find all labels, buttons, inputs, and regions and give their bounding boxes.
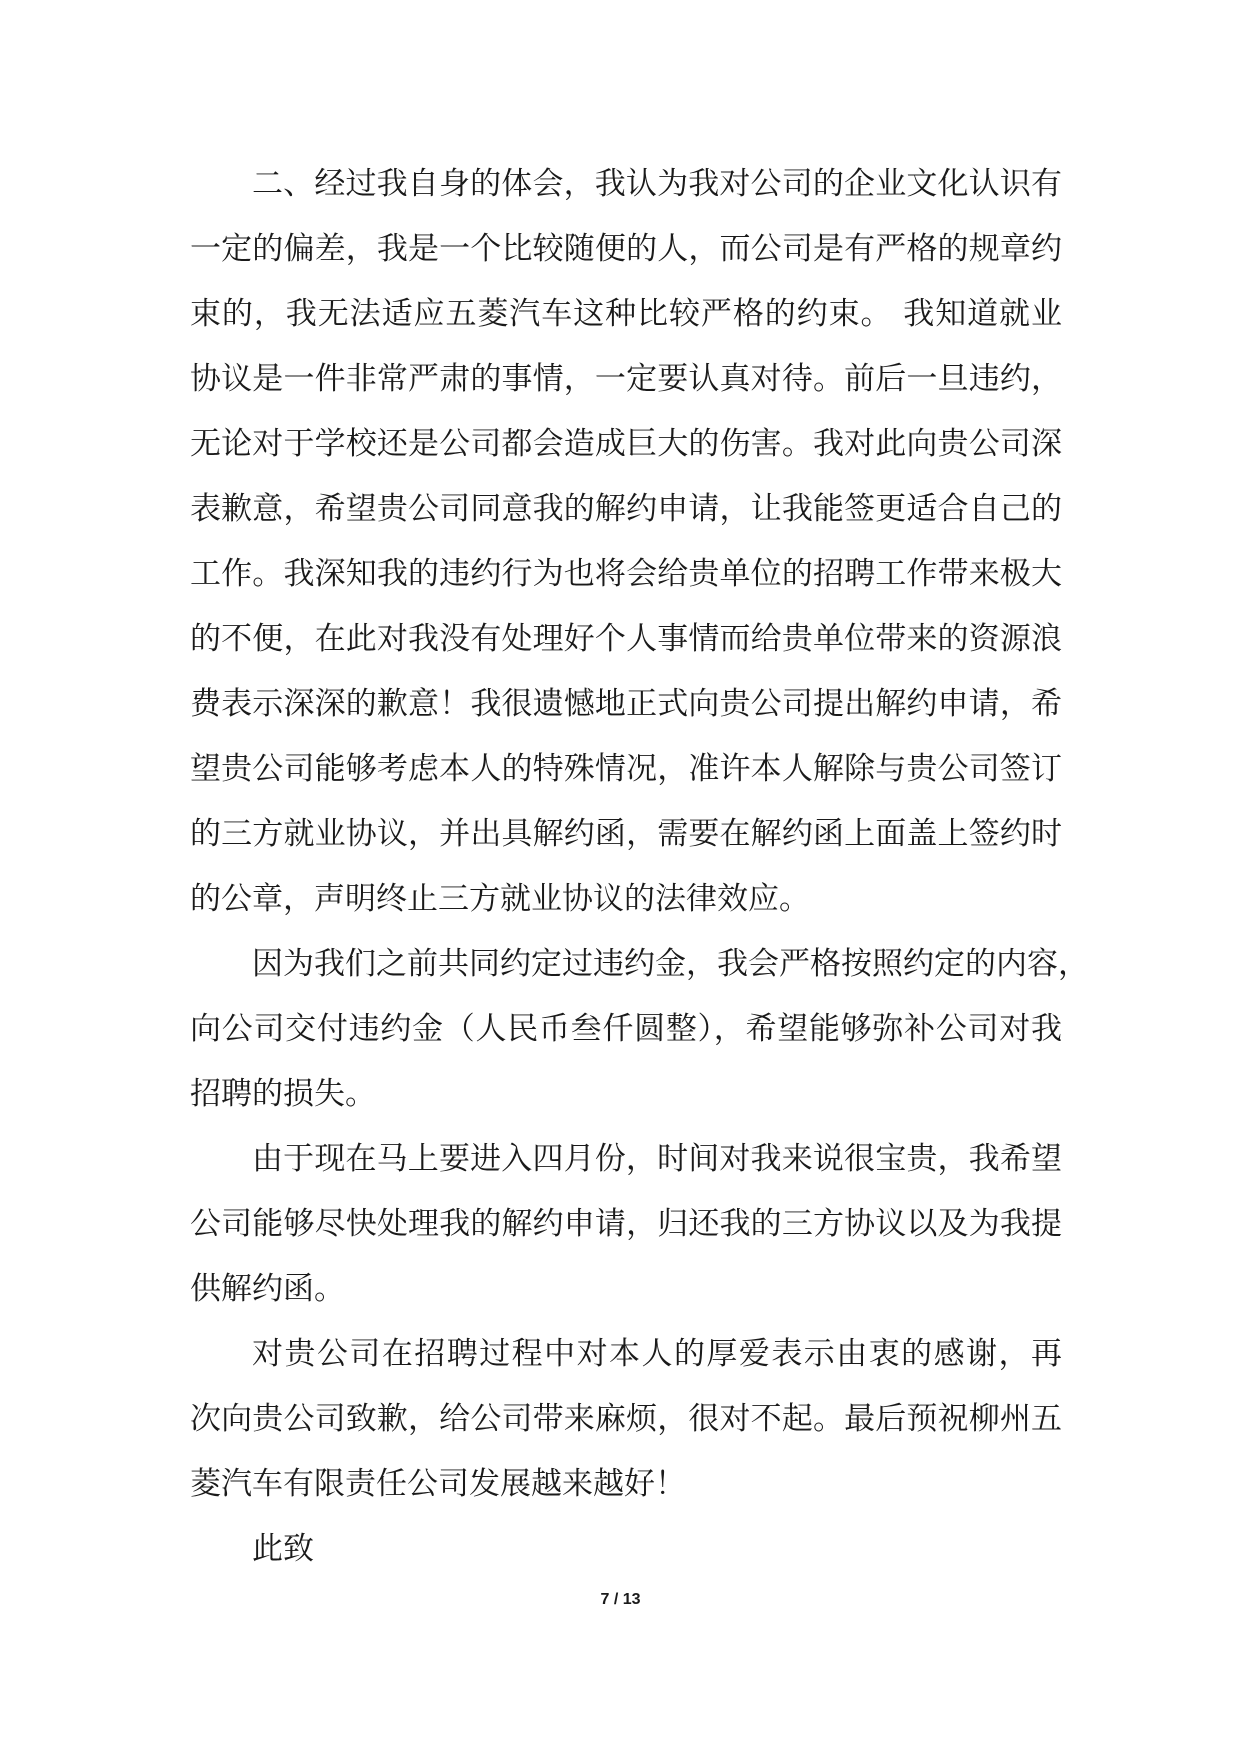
paragraph-line: 无论对于学校还是公司都会造成巨大的伤害。我对此向贵公司深 xyxy=(190,426,1062,462)
paragraph-line: 费表示深深的歉意！我很遗憾地正式向贵公司提出解约申请，希 xyxy=(190,686,1062,722)
paragraph-line: 协议是一件非常严肃的事情，一定要认真对待。前后一旦违约， xyxy=(190,361,1062,397)
paragraph-line: 束的，我无法适应五菱汽车这种比较严格的约束。 我知道就业 xyxy=(190,296,1062,332)
paragraph-line: 次向贵公司致歉，给公司带来麻烦，很对不起。最后预祝柳州五 xyxy=(190,1401,1062,1437)
paragraph-line: 的三方就业协议，并出具解约函，需要在解约函上面盖上签约时 xyxy=(190,816,1062,852)
paragraph-line: 一定的偏差，我是一个比较随便的人，而公司是有严格的规章约 xyxy=(190,231,1062,267)
paragraph-line: 供解约函。 xyxy=(190,1271,345,1307)
paragraph-line: 向公司交付违约金（人民币叁仟圆整），希望能够弥补公司对我 xyxy=(190,1011,1062,1047)
paragraph-line: 招聘的损失。 xyxy=(190,1076,376,1112)
paragraph-line: 工作。我深知我的违约行为也将会给贵单位的招聘工作带来极大 xyxy=(190,556,1062,592)
paragraph-line: 对贵公司在招聘过程中对本人的厚爱表示由衷的感谢，再 xyxy=(252,1336,1062,1372)
paragraph-line: 的公章，声明终止三方就业协议的法律效应。 xyxy=(190,881,810,917)
paragraph-line: 因为我们之前共同约定过违约金，我会严格按照约定的内容， xyxy=(252,946,1089,982)
page-number: 7 / 13 xyxy=(600,1591,641,1608)
letter-body xyxy=(190,152,1089,1582)
closing-salutation: 此致 xyxy=(252,1531,314,1567)
paragraph-line: 公司能够尽快处理我的解约申请，归还我的三方协议以及为我提 xyxy=(190,1206,1062,1242)
paragraph-line: 的不便，在此对我没有处理好个人事情而给贵单位带来的资源浪 xyxy=(190,621,1062,657)
paragraph-line: 二、经过我自身的体会，我认为我对公司的企业文化认识有 xyxy=(252,166,1062,202)
paragraph-line: 菱汽车有限责任公司发展越来越好！ xyxy=(190,1466,686,1502)
paragraph-line: 由于现在马上要进入四月份，时间对我来说很宝贵，我希望 xyxy=(252,1141,1062,1177)
paragraph-line: 望贵公司能够考虑本人的特殊情况，准许本人解除与贵公司签订 xyxy=(190,751,1062,787)
paragraph-line: 表歉意，希望贵公司同意我的解约申请，让我能签更适合自己的 xyxy=(190,491,1062,527)
